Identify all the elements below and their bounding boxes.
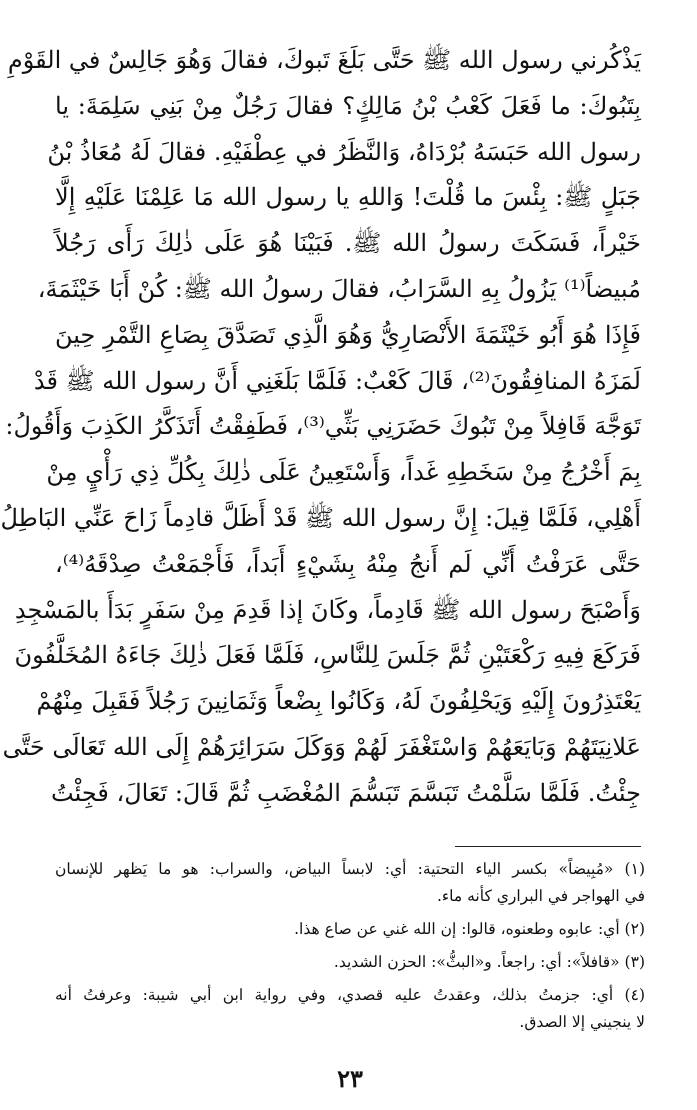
footnote-line: (٢) أي: عابوه وطعنوه، قالوا: إن الله غني عن صاع هذا. [294, 920, 645, 938]
footnote-line: (٤) أي: جزمتُ بذلك، وعقدتُ عليه قصدي، وفي رواية ابن أبي شيبة: وعرفتُ أنه [55, 986, 645, 1004]
text-line: مُبيضاً⁽¹⁾ يَزُولُ بِهِ السَّرَابُ، فقالَ رسولُ الله ﷺ: كُنْ أَبَا خَيْثَمَةَ، [37, 274, 641, 303]
footnote-line: في الهواجر في البراري كأنه ماء. [436, 887, 645, 905]
text-line: خَيْراً، فَسَكَتَ رسولُ الله ﷺ. فَبَيْنَا هُوَ عَلَى ذٰلِكَ رَأَى رَجُلاً [55, 229, 641, 258]
footnote [55, 982, 645, 1036]
text-line: يَعْتَذِرُونَ إِلَيْهِ وَيَحْلِفُونَ لَهُ، وَكَانُوا بِضْعاً وَثَمَانِينَ رَجُلاً فَقَبِلَ مِنْهُمْ [36, 687, 641, 716]
text-line: تَوَجَّهَ قَافِلاً مِنْ تَبُوكَ حَضَرَنِي بَثِّي⁽³⁾، فَطَفِقْتُ أَتَذَكَّرُ الكَذِبَ وَأَقُولُ: [5, 412, 641, 441]
footnote-divider [455, 846, 641, 847]
text-line: وَأَصْبَحَ رسول الله ﷺ قَادِماً، وكَانَ إذا قَدِمَ مِنْ سَفَرٍ بَدَأَ بالمَسْجِدِ [14, 595, 641, 624]
text-line: فَرَكَعَ فِيهِ رَكْعَتَيْنِ ثُمَّ جَلَسَ لِلنَّاسِ، فَلَمَّا فَعَلَ ذٰلِكَ جَاءَهُ المُخَلَّفُونَ [14, 641, 641, 670]
footnote [55, 949, 645, 976]
text-line: فَإِذَا هُوَ أَبُو خَيْثَمَةَ الأَنْصَارِيُّ وَهُوَ الَّذِي تَصَدَّقَ بِصَاعِ التَّمْرِ حِينَ [55, 320, 641, 349]
text-line: حَتَّى عَرَفْتُ أَنِّي لَم أَنجُ مِنْهُ بِشَيْءٍ أَبَداً، فَأَجْمَعْتُ صِدْقَهُ⁽⁴⁾، [55, 549, 641, 578]
text-line: جَبَلٍ ﷺ: بِئْسَ ما قُلْتَ! وَاللهِ يا رسول الله مَا عَلِمْنَا عَلَيْهِ إِلَّا [55, 183, 641, 212]
text-line: بِتَبُوكَ: ما فَعَلَ كَعْبُ بْنُ مَالِكٍ؟ فقالَ رَجُلٌ مِنْ بَنِي سَلِمَةَ: يا [55, 91, 641, 120]
footnote [55, 916, 645, 943]
text-line: جِئْتُ. فَلَمَّا سَلَّمْتُ تَبَسَّمَ تَبَسُّمَ المُغْضَبِ ثُمَّ قَالَ: تَعَالَ، فَجِئْتُ [51, 778, 641, 807]
main-text [0, 38, 641, 817]
page-number: ٢٣ [337, 1064, 363, 1093]
footnote-line: لا ينجيني إلا الصدق. [519, 1013, 645, 1031]
text-line: رسول الله حَبَسَهُ بُرْدَاهُ، وَالنَّظَرُ في عِطْفَيْهِ. فقالَ لَهُ مُعَاذُ بْنُ [47, 137, 641, 166]
text-line: عَلانِيَتَهُمْ وَبَايَعَهُمْ وَاسْتَغْفَرَ لَهُمْ وَوَكَلَ سَرَائِرَهُمْ إِلَى الله تَعَالَى حَتَّى [2, 732, 641, 761]
footnote-line: (٣) «قافلاً»: أي: راجعاً. و«البثُّ»: الحزن الشديد. [333, 953, 645, 971]
footnote [55, 856, 645, 910]
text-line: يَذْكُرني رسول الله ﷺ حَتَّى بَلَغَ تَبوكَ، فقالَ وَهُوَ جَالِسٌ في القَوْمِ [7, 46, 641, 74]
text-line: أَهْلِي، فَلَمَّا قِيلَ: إِنَّ رسول الله ﷺ قَدْ أَظَلَّ قادِماً زَاحَ عَنِّي البَاطِلُ [0, 503, 641, 532]
text-line: لَمَزَهُ المنافِقُونَ⁽²⁾، قَالَ كَعْبٌ: فَلَمَّا بَلَغَنِي أَنَّ رسول الله ﷺ قَدْ [33, 366, 641, 395]
text-line: بِمَ أَخْرُجُ مِنْ سَخَطِهِ غَداً، وَأَسْتَعِينُ عَلَى ذٰلِكَ بِكُلِّ ذِي رَأْيٍ مِنْ [46, 458, 641, 487]
footnote-line: (١) «مُبِيضاً» بكسر الياء التحتية: أي: لابساً البياض، والسراب: هو ما يَظهر للإنسان [55, 860, 645, 878]
footnotes [55, 856, 645, 1042]
